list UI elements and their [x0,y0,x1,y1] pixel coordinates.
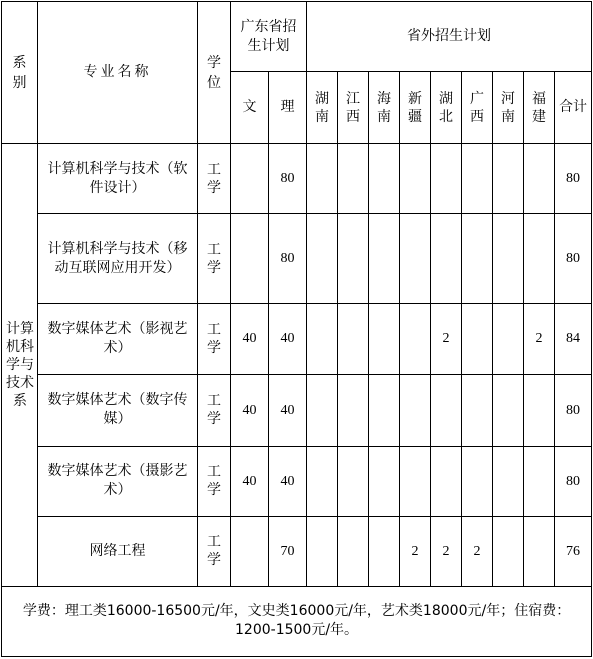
province-cell [431,214,462,304]
province-cell [524,446,555,516]
province-cell [431,144,462,214]
degree-cell: 工学 [198,374,231,446]
wen-cell [231,516,269,586]
major-name: 数字媒体艺术（摄影艺术） [38,446,198,516]
wen-cell: 40 [231,446,269,516]
total-cell: 80 [555,446,592,516]
province-cell [369,214,400,304]
province-cell [307,374,338,446]
province-cell [462,446,493,516]
province-cell [338,516,369,586]
wen-cell [231,214,269,304]
province-cell: 2 [400,516,431,586]
province-cell [369,144,400,214]
fee-footer-row [2,586,592,656]
province-cell [431,446,462,516]
province-cell [369,304,400,374]
province-cell: 2 [524,304,555,374]
province-cell [369,374,400,446]
province-cell [493,516,524,586]
province-cell: 2 [431,304,462,374]
header-province-hunan: 湖南 [307,72,338,144]
total-cell: 80 [555,214,592,304]
li-cell: 40 [269,304,307,374]
total-cell: 84 [555,304,592,374]
total-cell: 80 [555,144,592,214]
major-name: 网络工程 [38,516,198,586]
province-cell [462,144,493,214]
province-cell [524,144,555,214]
table-row [2,214,592,304]
header-province-xinjiang: 新疆 [400,72,431,144]
province-cell [307,446,338,516]
province-cell [493,304,524,374]
province-cell [400,446,431,516]
total-cell: 80 [555,374,592,446]
province-cell [307,304,338,374]
province-cell: 2 [431,516,462,586]
province-cell [431,374,462,446]
header-degree: 学位 [198,2,231,144]
header-province-jiangxi: 江西 [338,72,369,144]
header-province-hubei: 湖北 [431,72,462,144]
fee-note-line2: 1200-1500元/年。 [235,622,359,639]
province-cell [462,214,493,304]
province-cell: 2 [462,516,493,586]
province-cell [524,516,555,586]
province-cell [369,516,400,586]
province-cell [338,144,369,214]
li-cell: 80 [269,214,307,304]
header-li: 理 [269,72,307,144]
province-cell [307,214,338,304]
major-name: 数字媒体艺术（影视艺术） [38,304,198,374]
province-cell [307,144,338,214]
province-cell [524,374,555,446]
header-dept: 系别 [2,2,38,144]
degree-cell: 工学 [198,304,231,374]
wen-cell: 40 [231,304,269,374]
province-cell [493,446,524,516]
total-cell: 76 [555,516,592,586]
header-province-hainan: 海南 [369,72,400,144]
header-province-fujian: 福建 [524,72,555,144]
province-cell [338,214,369,304]
header-major: 专业名称 [38,2,198,144]
province-cell [493,214,524,304]
major-name: 计算机科学与技术（软件设计） [38,144,198,214]
fee-note-line1: 学费：理工类16000-16500元/年，文史类16000元/年，艺术类18000元/年；住宿费： [22,603,571,620]
fee-note [2,586,592,656]
degree-cell: 工学 [198,516,231,586]
header-province-henan: 河南 [493,72,524,144]
province-cell [400,214,431,304]
province-cell [400,374,431,446]
province-cell [400,304,431,374]
table-row [2,516,592,586]
major-name: 数字媒体艺术（数字传媒） [38,374,198,446]
table-row [2,446,592,516]
degree-cell: 工学 [198,144,231,214]
province-cell [493,144,524,214]
degree-cell: 工学 [198,446,231,516]
header-wen: 文 [231,72,269,144]
province-cell [338,446,369,516]
province-cell [462,374,493,446]
table-row [2,304,592,374]
wen-cell: 40 [231,374,269,446]
li-cell: 70 [269,516,307,586]
degree-cell: 工学 [198,214,231,304]
major-name: 计算机科学与技术（移动互联网应用开发） [38,214,198,304]
table-row [2,144,592,214]
province-cell [400,144,431,214]
li-cell: 40 [269,446,307,516]
department-cell: 计算机科学与技术系 [2,144,38,587]
li-cell: 80 [269,144,307,214]
province-cell [338,374,369,446]
province-cell [338,304,369,374]
province-cell [462,304,493,374]
province-cell [493,374,524,446]
header-total: 合计 [555,72,592,144]
li-cell: 40 [269,374,307,446]
header-out-plan: 省外招生计划 [307,2,592,72]
header-province-guangxi: 广西 [462,72,493,144]
enrollment-plan-table [1,1,592,657]
header-row-1 [2,2,592,72]
wen-cell [231,144,269,214]
header-gd-plan: 广东省招生计划 [231,2,307,72]
province-cell [307,516,338,586]
province-cell [369,446,400,516]
province-cell [524,214,555,304]
table-row [2,374,592,446]
